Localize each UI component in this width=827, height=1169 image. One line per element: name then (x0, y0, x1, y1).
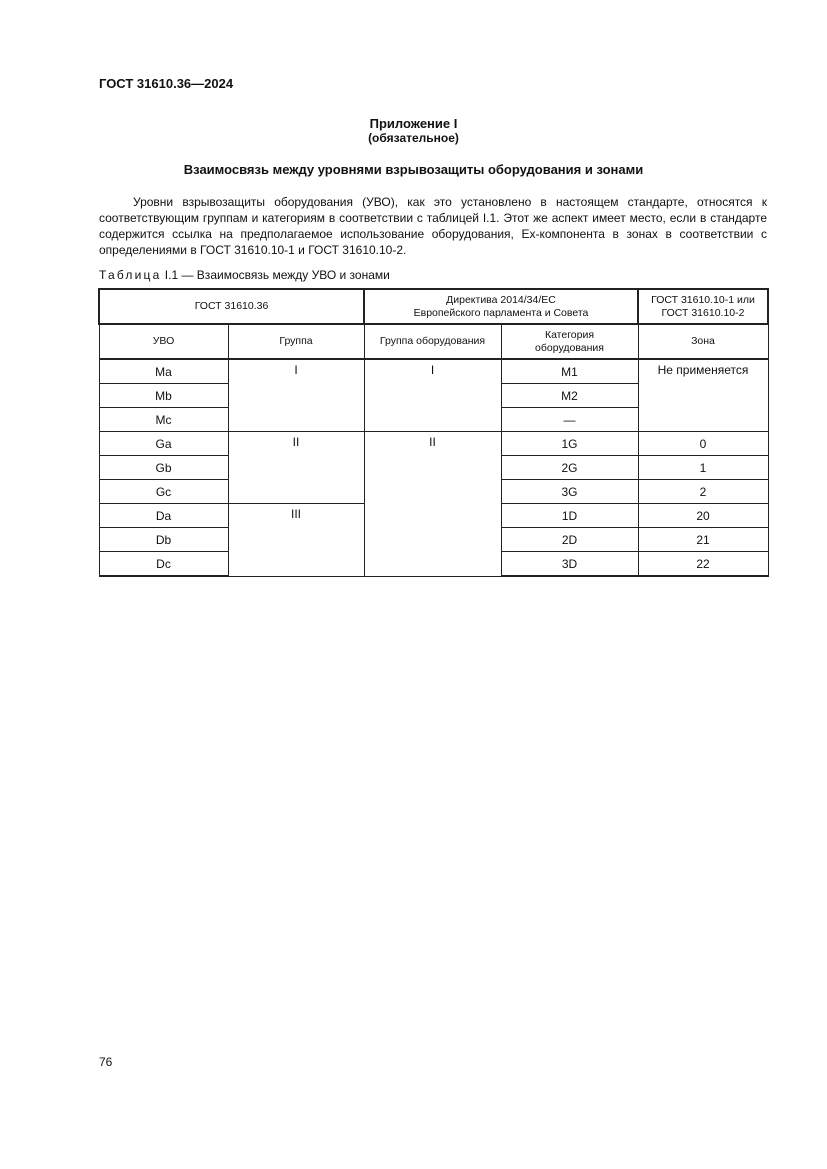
col-header-category-line2: оборудования (535, 341, 604, 354)
uvo-cell: Da (99, 504, 228, 528)
zone-cell: 1 (638, 456, 768, 480)
appendix-title: Приложение I (369, 116, 458, 131)
col-header-uvo: УВО (99, 324, 228, 359)
uvo-cell: Gb (99, 456, 228, 480)
category-cell: — (501, 408, 638, 432)
zone-cell: 0 (638, 432, 768, 456)
header-directive-line1: Директива 2014/34/ЕС (446, 293, 556, 306)
header-zone-standard (638, 289, 768, 324)
zone-cell: 20 (638, 504, 768, 528)
zone-cell: 21 (638, 528, 768, 552)
page-number: 76 (99, 1055, 113, 1069)
appendix-subtitle: (обязательное) (368, 131, 459, 145)
table-caption (99, 268, 390, 282)
zone-cell: 2 (638, 480, 768, 504)
col-header-category-line1: Категория (544, 328, 595, 341)
uvo-cell: Mc (99, 408, 228, 432)
equipment-group-cell: II (364, 432, 501, 577)
appendix-heading (0, 116, 827, 146)
header-zone-standard-line1: ГОСТ 31610.10-1 или (651, 293, 755, 306)
category-cell: 2D (501, 528, 638, 552)
equipment-group-cell: I (364, 359, 501, 432)
uvo-cell: Ga (99, 432, 228, 456)
category-cell: 1D (501, 504, 638, 528)
category-cell: 1G (501, 432, 638, 456)
group-cell: I (228, 359, 364, 432)
zone-cell: 22 (638, 552, 768, 577)
table-header-row-1 (99, 289, 768, 324)
group-cell: II (228, 432, 364, 504)
category-cell: M2 (501, 384, 638, 408)
uvo-cell: Gc (99, 480, 228, 504)
uvo-cell: Ma (99, 359, 228, 384)
uvo-cell: Mb (99, 384, 228, 408)
category-cell: 3D (501, 552, 638, 577)
col-header-group: Группа (228, 324, 364, 359)
header-directive (364, 289, 638, 324)
group-cell: III (228, 504, 364, 577)
table-header-row-2 (99, 324, 768, 359)
intro-paragraph: Уровни взрывозащиты оборудования (УВО), как это установлено в настоящем стандарте, относятся к соответствующим группам и категориям в соответствии с таблицей I.1. Этот же аспект имеет место, если в стандарте содержится ссылка на предполагаемое использование оборудования, Ex-компонента в зонах в соответствии с определениями в ГОСТ 31610.10-1 и ГОСТ 31610.10-2. (99, 195, 767, 257)
col-header-zone: Зона (638, 324, 768, 359)
table-caption-label: Таблица (99, 268, 162, 282)
header-gost: ГОСТ 31610.36 (99, 289, 364, 324)
category-cell: M1 (501, 359, 638, 384)
col-header-equipment-group: Группа оборудования (364, 324, 501, 359)
zone-cell: Не применяется (638, 359, 768, 432)
category-cell: 2G (501, 456, 638, 480)
table-row (99, 359, 768, 384)
uvo-cell: Dc (99, 552, 228, 577)
category-cell: 3G (501, 480, 638, 504)
section-title: Взаимосвязь между уровнями взрывозащиты оборудования и зонами (183, 162, 644, 177)
document-code: ГОСТ 31610.36—2024 (99, 76, 234, 91)
header-directive-line2: Европейского парламента и Совета (413, 306, 589, 319)
table-caption-text: I.1 — Взаимосвязь между УВО и зонами (164, 268, 390, 282)
uvo-zones-table (98, 288, 769, 577)
table-row (99, 432, 768, 456)
col-header-category (501, 324, 638, 359)
header-zone-standard-line2: ГОСТ 31610.10-2 (661, 306, 745, 319)
uvo-cell: Db (99, 528, 228, 552)
